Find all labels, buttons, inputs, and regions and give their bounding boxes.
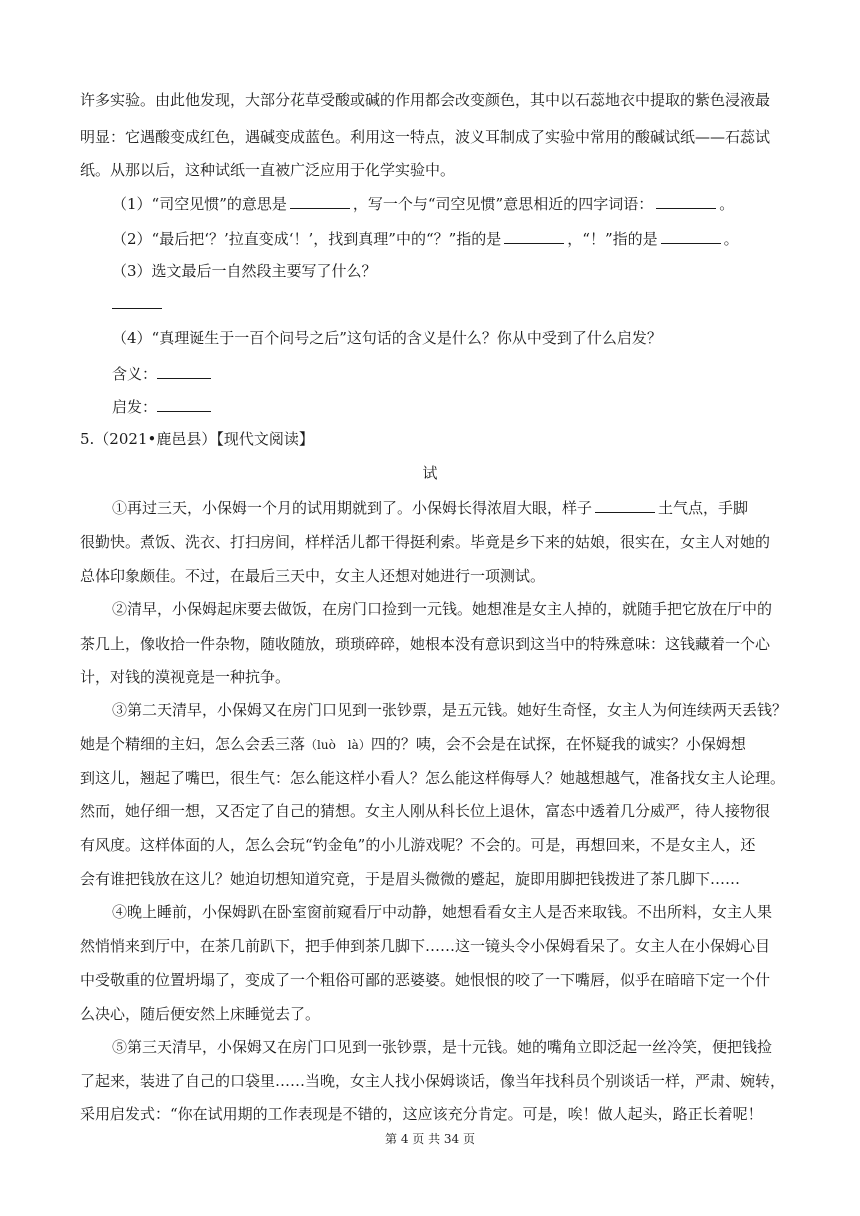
pinyin-annotation: （luò là）	[305, 738, 371, 752]
answer-blank[interactable]	[157, 363, 211, 379]
question-text: （1）“司空见惯”的意思是	[112, 195, 287, 213]
passage-line: 纸。从那以后，这种试纸一直被广泛应用于化学实验中。	[80, 161, 456, 179]
answer-blank[interactable]	[656, 193, 716, 209]
answer-blank[interactable]	[504, 228, 564, 244]
question-text: 。	[723, 230, 739, 248]
answer-blank[interactable]	[157, 396, 211, 412]
story-line: 计，对钱的漠视竟是一种抗争。	[80, 668, 291, 686]
question-3: （3）选文最后一自然段主要写了什么？	[112, 262, 377, 280]
story-line: ④晚上睡前，小保姆趴在卧室窗前窥看厅中动静，她想看看女主人是否来取钱。不出所料，女主人果	[112, 903, 773, 921]
question-text: 。	[719, 195, 735, 213]
story-line: 总体印象颇佳。不过，在最后三天中，女主人还想对她进行一项测试。	[80, 567, 546, 585]
meaning-label: 含义：	[112, 365, 158, 383]
story-text: ①再过三天，小保姆一个月的试用期就到了。小保姆长得浓眉大眼，样子	[112, 499, 593, 517]
story-line: 会有谁把钱放在这儿？她迫切想知道究竟，于是眉头微微的蹙起，旋即用脚把钱拨进了茶几脚下……	[80, 870, 741, 888]
story-line	[112, 497, 780, 518]
answer-blank[interactable]	[595, 497, 655, 513]
story-text: 她是个精细的主妇，怎么会丢三落	[80, 735, 306, 753]
question-text: ，“！”指的是	[567, 230, 658, 248]
answer-blank[interactable]	[290, 193, 350, 209]
problem-header: 5.（2021•鹿邑县）【现代文阅读】	[80, 430, 314, 448]
inspiration-line	[112, 396, 780, 417]
page-footer: 第 4 页 共 34 页	[385, 1132, 475, 1146]
story-line: ⑤第三天清早，小保姆又在房门口见到一张钞票，是十元钱。她的嘴角立即泛起一丝冷笑，便把钱捡	[112, 1038, 773, 1056]
question-text: ，写一个与“司空见惯”意思相近的四字词语：	[352, 195, 654, 213]
question-text: （2）“最后把‘？’拉直变成‘！’，找到真理”中的“？”指的是	[112, 230, 502, 248]
inspiration-label: 启发：	[112, 398, 158, 416]
passage-line: 明显：它遇酸变成红色，遇碱变成蓝色。利用这一特点，波义耳制成了实验中常用的酸碱试纸——石蕊试	[80, 128, 771, 146]
story-line: 么决心，随后便安然上床睡觉去了。	[80, 1005, 321, 1023]
story-line: 中受敬重的位置坍塌了，变成了一个粗俗可鄙的恶婆婆。她恨恨的咬了一下嘴唇，似乎在暗暗下定一个什	[80, 971, 771, 989]
story-line: 然而，她仔细一想，又否定了自己的猜想。女主人刚从科长位上退休，富态中透着几分威严，待人接物很	[80, 802, 771, 820]
story-line: 有风度。这样体面的人，怎么会玩“钓金龟”的小儿游戏呢？不会的。可是，再想回来，不是女主人，还	[80, 836, 756, 854]
meaning-line	[112, 363, 780, 384]
story-line: ②清早，小保姆起床要去做饭，在房门口捡到一元钱。她想准是女主人掉的，就随手把它放在厅中的	[112, 600, 773, 618]
story-line: 采用启发式：“你在试用期的工作表现是不错的，这应该充分肯定。可是，唉！做人起头，路正长着呢！	[80, 1105, 763, 1123]
story-line: 很勤快。煮饭、洗衣、打扫房间，样样活儿都干得挺利索。毕竟是乡下来的姑娘，很实在，女主人对她的	[80, 533, 771, 551]
answer-blank[interactable]	[661, 228, 721, 244]
story-text: 土气点，手脚	[658, 499, 749, 517]
story-line: 到这儿，翘起了嘴巴，很生气：怎么能这样小看人？怎么能这样侮辱人？她越想越气，准备找女主人论理。	[80, 769, 786, 787]
story-line	[80, 734, 780, 755]
question-4: （4）“真理诞生于一百个问号之后”这句话的含义是什么？你从中受到了什么启发？	[112, 329, 662, 347]
story-line: 茶几上，像收拾一件杂物，随收随放，琐琐碎碎，她根本没有意识到这当中的特殊意味：这钱藏着一个心	[80, 635, 771, 653]
question-1	[112, 193, 780, 214]
story-title: 试	[422, 464, 438, 482]
answer-line-3	[112, 293, 780, 314]
story-text: 四的？咦，会不会是在试探，在怀疑我的诚实？小保姆想	[370, 735, 746, 753]
passage-line: 许多实验。由此他发现，大部分花草受酸或碱的作用都会改变颜色，其中以石蕊地衣中提取的紫色浸液最	[80, 91, 771, 109]
question-2	[112, 228, 780, 249]
answer-blank[interactable]	[112, 293, 162, 309]
story-line: ③第二天清早，小保姆又在房门口见到一张钞票，是五元钱。她好生奇怪，女主人为何连续两天丢钱？	[112, 701, 788, 719]
story-line: 了起来，装进了自己的口袋里……当晚，女主人找小保姆谈话，像当年找科员个别谈话一样，严肃、婉转，	[80, 1072, 786, 1090]
story-line: 然悄悄来到厅中，在茶几前趴下，把手伸到茶几脚下……这一镜头令小保姆看呆了。女主人在小保姆心目	[80, 937, 771, 955]
